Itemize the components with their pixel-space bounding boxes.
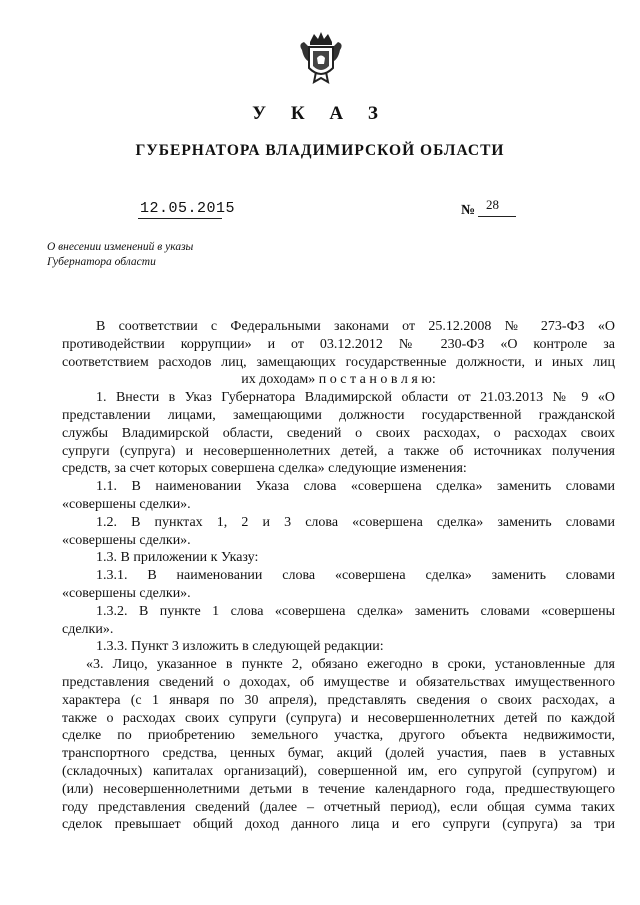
number-label: № xyxy=(461,203,476,218)
document-title: У К А З xyxy=(252,103,388,124)
document-number: 28 xyxy=(486,197,499,212)
number-underline xyxy=(478,216,516,217)
topic-line: Губернатора области xyxy=(47,256,156,268)
body-line: представлении лицами, замещающими должности государственной гражданской xyxy=(62,407,615,423)
body-line: супруги (супруга) и несовершеннолетних детей, а также об источниках получения xyxy=(62,443,615,459)
body-line: сделки». xyxy=(62,621,114,637)
topic-line: О внесении изменений в указы xyxy=(47,241,194,253)
body-line: (или) несовершеннолетними детьми в течение календарного года, предшествующего xyxy=(62,781,615,797)
body-line: «совершены сделки». xyxy=(62,532,191,548)
body-line: 1.1. В наименовании Указа слова «совершена сделка» заменить словами xyxy=(96,479,615,495)
body-line: представления сведений о доходах, об имуществе и обязательствах имущественного xyxy=(62,674,615,690)
body-line: 1.3. В приложении к Указу: xyxy=(96,550,259,566)
body-line: противодействии коррупции» и от 03.12.2012 № 230-ФЗ «О контроле за xyxy=(62,336,615,352)
body-line: «совершены сделки». xyxy=(62,585,191,601)
body-line: службы Владимирской области, сведений о своих расходах, о расходах своих xyxy=(62,425,615,441)
body-line: транспортного средства, ценных бумаг, акций (долей участия, паев в уставных xyxy=(62,746,615,762)
body-line: году представления сведений (далее – отчетный период), если общая сумма таких xyxy=(62,799,615,815)
body-line: средств, за счет которых совершена сделка» следующие изменения: xyxy=(62,461,467,477)
body-line: «совершены сделки». xyxy=(62,496,191,512)
body-line: 1.3.2. В пункте 1 слова «совершена сделка» заменить словами «совершены xyxy=(96,603,615,619)
body-line: также о расходах своих супруги (супруга) и несовершеннолетних детей по каждой xyxy=(62,710,615,726)
body-line: соответствием расходов лиц, замещающих государственные должности, и иных лиц xyxy=(62,354,615,370)
body-line: характера (с 1 января по 30 апреля), представлять сведения о своих расходах, а xyxy=(62,692,615,708)
body-line: (складочных) капиталах организаций), совершенной им, его супругой (супругом) и xyxy=(62,763,615,779)
body-line: сделок превышает общий доход данного лица и его супруги (супруга) за три xyxy=(62,817,615,833)
body-line: их доходам» п о с т а н о в л я ю: xyxy=(241,372,436,388)
document-subtitle: ГУБЕРНАТОРА ВЛАДИМИРСКОЙ ОБЛАСТИ xyxy=(135,142,505,159)
body-line: 1.3.1. В наименовании слова «совершена сделка» заменить словами xyxy=(96,568,615,584)
document-body xyxy=(62,318,615,834)
body-line: «3. Лицо, указанное в пункте 2, обязано ежегодно в сроки, установленные для xyxy=(86,657,615,673)
body-line: В соответствии с Федеральными законами от 25.12.2008 № 273-ФЗ «О xyxy=(96,319,615,334)
body-line: 1. Внести в Указ Губернатора Владимирской области от 21.03.2013 № 9 «О xyxy=(96,390,615,406)
body-line: 1.3.3. Пункт 3 изложить в следующей редакции: xyxy=(96,639,384,655)
document-topic xyxy=(47,240,193,270)
coat-of-arms-icon xyxy=(296,28,346,88)
body-line: 1.2. В пунктах 1, 2 и 3 слова «совершена сделка» заменить словами xyxy=(96,514,615,530)
document-date: 12.05.2015 xyxy=(140,200,236,217)
body-line: сделке по приобретению земельного участка, другого объекта недвижимости, xyxy=(62,728,615,744)
date-underline xyxy=(138,218,222,219)
